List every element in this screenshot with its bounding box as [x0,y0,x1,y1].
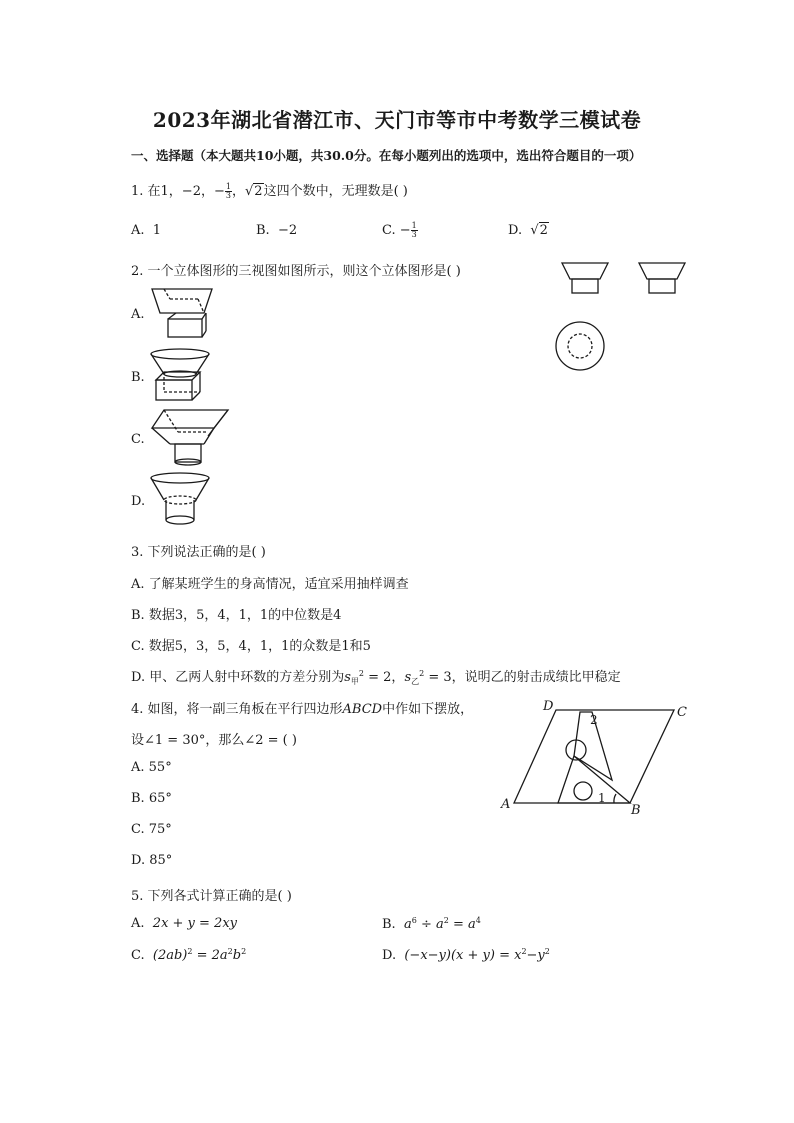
q5-option-d [382,947,550,963]
vertex-b-label: B [631,803,641,818]
q3-opt-d-s2: s [404,670,412,685]
q5-opt-b-mid: ÷ a [416,917,444,932]
q5-opt-c-label: C. [131,948,145,963]
q1-stem-suffix: 这四个数中，无理数是( ) [263,184,408,199]
q3-option-c: C. 数据5，3，5，4，1，1的众数是1和5 [131,639,371,654]
front-view [562,263,608,293]
q1-sqrt: √2 [245,184,263,199]
q3-opt-d-s2-sub: 乙 [411,677,420,686]
q2-option-d-figure [148,470,218,530]
q5-option-c [131,947,246,963]
q5-opt-b-eq: = a [448,917,476,932]
angle-1-label: 1 [598,791,606,805]
side-view [639,263,685,293]
q5-opt-b-exp3: 4 [475,916,481,925]
q1-opt-c-fraction [411,222,418,239]
q1-frac-den: 3 [225,191,231,200]
q5-opt-c-exp1: 2 [187,947,193,956]
q1-option-d [508,223,549,238]
q1-opt-b-value: −2 [277,223,298,238]
q1-opt-d-arg: 2 [539,223,548,238]
q3-opt-d-s1: s [344,670,351,685]
q1-option-a [131,223,161,238]
question-1-stem: 1. 在1，−2，− $\frac{1}{3}$ ，√2这四个数中，无理数是( ) [131,182,408,200]
q1-opt-a-label: A. [131,223,145,238]
angle-1-arc [614,794,616,803]
q1-opt-d-sqrt: √2 [530,223,548,238]
q3-opt-d-eq2: = 3，说明乙的射击成绩比甲稳定 [424,670,621,685]
vertex-a-label: A [501,797,511,812]
q3-option-a: A. 了解某班学生的身高情况，适宜采用抽样调查 [131,577,409,592]
question-2-stem: 2. 一个立体图形的三视图如图所示，则这个立体图形是( ) [131,264,461,279]
q3-option-b: B. 数据3，5，4，1，1的中位数是4 [131,608,342,623]
q2-opt-c-label: C. [131,432,145,447]
question-4-stem-line1 [131,698,473,717]
q2-opt-b-label: B. [131,370,145,385]
q1-opt-b-label: B. [256,223,270,238]
q1-opt-c-sign: − [399,223,411,238]
q2-three-view-figure [555,258,695,373]
q3-opt-d-s1-sup: 2 [358,669,364,678]
q5-opt-b-exp2: 2 [443,916,449,925]
q2-option-b-figure [148,346,218,406]
q1-opt-c-label: C. [382,223,396,238]
question-3-stem: 3. 下列说法正确的是( ) [131,545,266,560]
q1-fraction [225,183,232,200]
q1-opt-d-label: D. [508,223,523,238]
q1-frac-num: 1 [225,182,231,191]
top-view [556,322,604,370]
angle-2-label: 2 [590,713,598,727]
section-heading: 一、选择题（本大题共10小题，共30.0分。在每小题列出的选项中，选出符合题目的一项） [131,148,642,163]
q5-opt-d-exp2: 2 [544,947,550,956]
q3-opt-d-s2-sup: 2 [419,669,425,678]
q5-opt-d-left: (−x−y)(x + y) = x [404,948,522,963]
q5-opt-b-base: a [403,917,412,932]
q5-opt-b-exp1: 6 [411,916,417,925]
q4-option-d: D. 85° [131,853,173,868]
q1-stem-mid: ， [231,184,245,199]
q5-opt-c-b: b [232,948,242,963]
page-title: 2023年湖北省潜江市、天门市等市中考数学三模试卷 [152,108,642,132]
q2-opt-d-label: D. [131,494,146,509]
q1-sqrt-arg: 2 [254,184,263,199]
q4-stem-suffix: 中作如下摆放， [382,702,474,717]
q4-option-c: C. 75° [131,822,172,837]
q5-opt-b-label: B. [382,917,396,932]
q5-opt-c-exp3: 2 [241,947,247,956]
q1-option-b [256,223,297,238]
q5-opt-d-exp1: 2 [521,947,527,956]
q2-opt-a-label: A. [131,307,145,322]
q5-opt-c-eq: = 2a [192,948,228,963]
q3-opt-d-eq1: = 2， [364,670,405,685]
q1-opt-c-num: 1 [411,221,417,230]
q5-option-b [382,916,481,932]
q1-option-c [382,222,418,239]
q4-parallelogram-figure [498,698,698,820]
question-5-stem: 5. 下列各式计算正确的是( ) [131,889,292,904]
q4-option-b: B. 65° [131,791,172,806]
q5-opt-c-exp2: 2 [227,947,233,956]
question-4-stem-line2: 设∠1 = 30°，那么∠2 = ( ) [131,733,297,748]
q3-opt-d-prefix: D. 甲、乙两人射中环数的方差分别为 [131,670,345,685]
q1-opt-a-value: 1 [152,223,162,238]
q4-option-a: A. 55° [131,760,172,775]
q5-opt-d-label: D. [382,948,397,963]
q5-opt-d-mid: −y [526,948,545,963]
q2-option-c-figure [148,408,238,468]
vertex-c-label: C [677,705,687,720]
q5-opt-a-label: A. [131,916,145,931]
q3-opt-d-s1-sub: 甲 [350,677,359,686]
q4-stem-prefix: 4. 如图，将一副三角板在平行四边形 [131,702,343,717]
q1-opt-c-den: 3 [411,230,417,239]
q5-opt-c-left: (2ab) [152,948,188,963]
vertex-d-label: D [543,699,554,714]
q3-option-d [131,666,621,687]
q5-opt-a-value: 2x + y = 2xy [152,916,238,931]
q2-option-a-figure [148,285,218,345]
ruler-hole-2 [574,782,592,800]
triangle-ruler-45 [558,756,630,803]
q5-option-a [131,916,237,931]
q4-stem-math: ABCD [342,702,383,717]
q1-stem-prefix: 1. 在1，−2， [131,184,214,199]
